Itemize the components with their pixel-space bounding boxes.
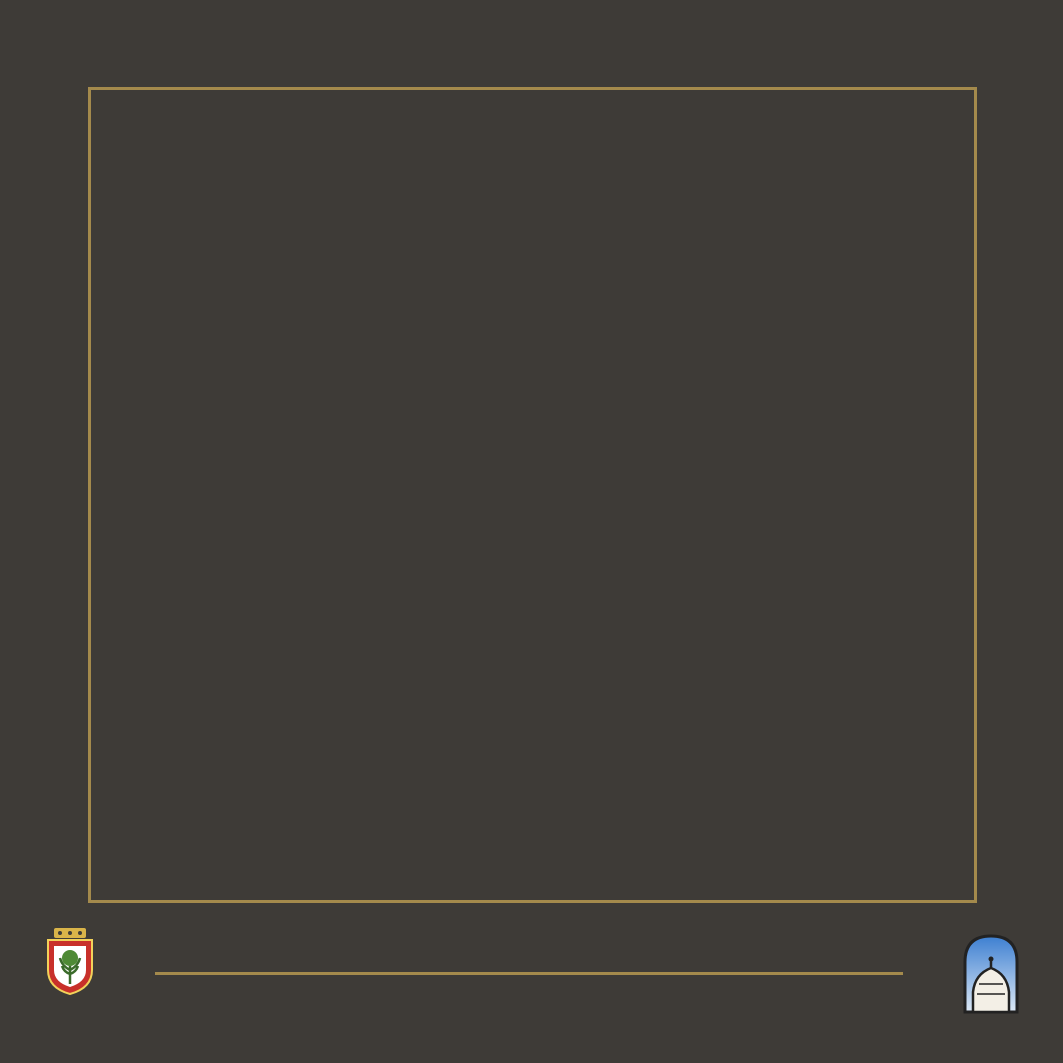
trullo-arch-icon — [961, 932, 1021, 1014]
regione-puglia-logo — [22, 926, 118, 1004]
menu-frame — [88, 87, 977, 903]
bottom-divider-line — [155, 972, 903, 975]
coat-of-arms-icon — [40, 926, 100, 996]
arteca-logo — [928, 932, 1054, 1022]
